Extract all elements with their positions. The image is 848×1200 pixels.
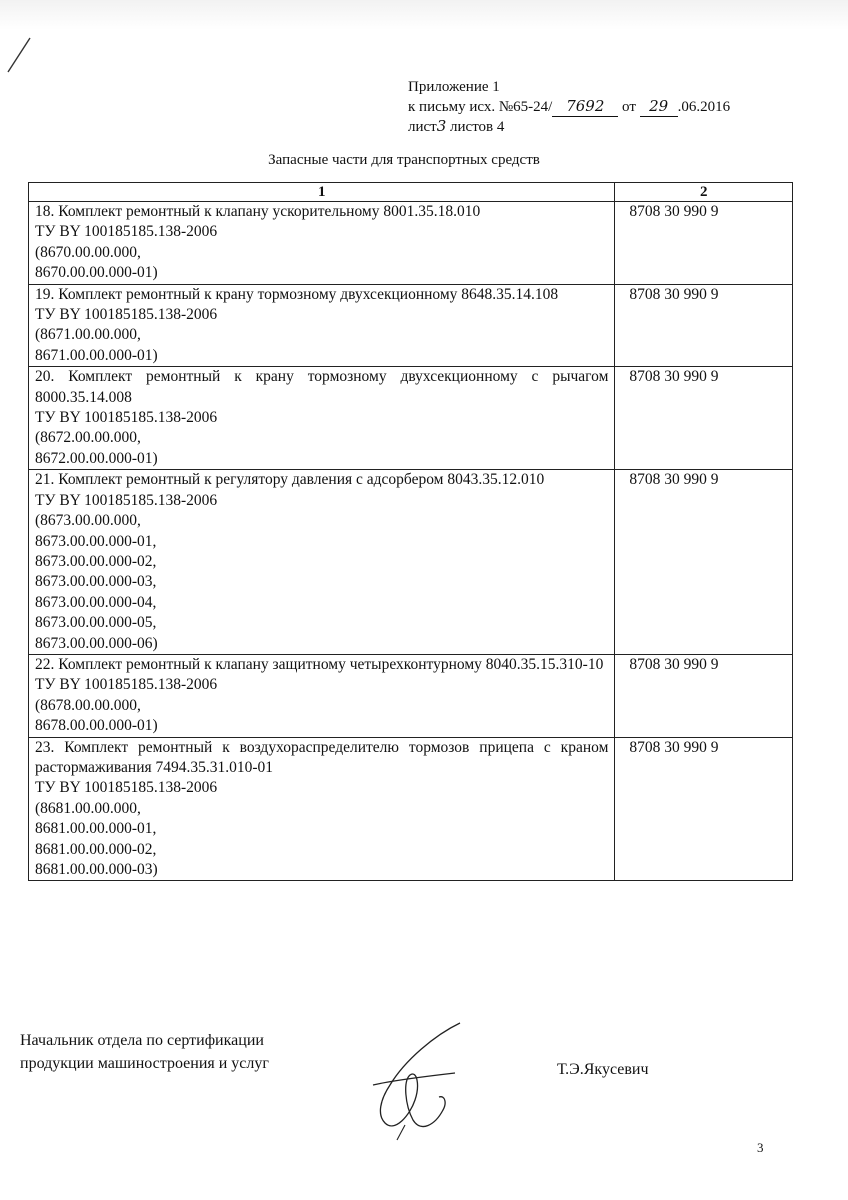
letter-reference: к письму исх. №65-24/ 7692 от 29 .06.2016	[408, 97, 731, 115]
tn-ved-code: 8708 30 990 9	[615, 367, 793, 470]
position-line-2: продукции машиностроения и услуг	[20, 1055, 269, 1072]
part-description	[29, 470, 615, 655]
description-line: ТУ BY 100185185.138-2006	[35, 491, 218, 509]
description-line: 8681.00.00.000-01,	[35, 820, 157, 838]
description-line: 22. Комплект ремонтный к клапану защитному четырехконтурному 8040.35.15.310-10	[35, 655, 604, 673]
tn-ved-code: 8708 30 990 9	[615, 470, 793, 655]
document-title: Запасные части для транспортных средств	[268, 152, 540, 168]
table-row	[29, 737, 793, 881]
handwritten-signature-icon	[365, 1015, 475, 1145]
description-line: (8672.00.00.000,	[35, 429, 141, 447]
description-line: ТУ BY 100185185.138-2006	[35, 223, 218, 241]
table-row	[29, 284, 793, 367]
sheet-number-handwritten: 3	[436, 117, 447, 135]
tn-ved-code: 8708 30 990 9	[615, 654, 793, 737]
description-line: 8671.00.00.000-01)	[35, 346, 158, 364]
table-header-row	[29, 183, 793, 202]
scan-top-shadow	[0, 0, 848, 30]
letter-number-handwritten: 7692	[552, 97, 618, 117]
description-line: 8673.00.00.000-05,	[35, 614, 157, 632]
description-line: 8673.00.00.000-02,	[35, 552, 157, 570]
tn-ved-code: 8708 30 990 9	[615, 284, 793, 367]
parts-table	[28, 182, 793, 881]
position-line-1: Начальник отдела по сертификации	[20, 1032, 264, 1049]
description-line: (8681.00.00.000,	[35, 799, 141, 817]
column-header-1: 1	[29, 183, 615, 202]
table-row	[29, 202, 793, 285]
description-line: 18. Комплект ремонтный к клапану ускорительному 8001.35.18.010	[35, 203, 481, 220]
table-row	[29, 654, 793, 737]
description-line: 8673.00.00.000-01,	[35, 532, 157, 550]
table-row	[29, 470, 793, 655]
description-line: ТУ BY 100185185.138-2006	[35, 676, 218, 694]
description-line: 8673.00.00.000-06)	[35, 634, 158, 652]
description-line: 8673.00.00.000-03,	[35, 573, 157, 591]
description-line: 8678.00.00.000-01)	[35, 717, 158, 735]
description-line: (8673.00.00.000,	[35, 512, 141, 530]
table-row	[29, 367, 793, 470]
description-line: 8670.00.00.000-01)	[35, 264, 158, 282]
pen-mark-icon	[0, 30, 40, 80]
tn-ved-code: 8708 30 990 9	[615, 202, 793, 285]
appendix-title: Приложение 1	[408, 79, 500, 95]
part-description	[29, 367, 615, 470]
description-line: 21. Комплект ремонтный к регулятору давления с адсорбером 8043.35.12.010	[35, 471, 545, 489]
sheet-count: лист3 листов 4	[408, 117, 505, 135]
description-line: 8681.00.00.000-02,	[35, 840, 157, 858]
description-line: 20. Комплект ремонтный к крану тормозному двухсекционному с рычагом 8000.35.14.008	[35, 368, 609, 406]
page-number: 3	[757, 1140, 764, 1155]
appendix-header	[408, 78, 730, 137]
description-line: 8673.00.00.000-04,	[35, 593, 157, 611]
description-line: 23. Комплект ремонтный к воздухораспределителю тормозов прицепа с краном растормаживания 7494.35.31.010-01	[35, 738, 609, 776]
description-line: 8672.00.00.000-01)	[35, 449, 158, 467]
description-line: ТУ BY 100185185.138-2006	[35, 409, 218, 427]
part-description	[29, 202, 615, 285]
description-line: (8670.00.00.000,	[35, 243, 141, 261]
description-line: ТУ BY 100185185.138-2006	[35, 306, 218, 324]
part-description	[29, 284, 615, 367]
part-description	[29, 654, 615, 737]
tn-ved-code: 8708 30 990 9	[615, 737, 793, 881]
signer-name: Т.Э.Якусевич	[557, 1061, 649, 1078]
signature-block	[20, 1029, 269, 1075]
description-line: 19. Комплект ремонтный к крану тормозному двухсекционному 8648.35.14.108	[35, 285, 559, 303]
letter-day-handwritten: 29	[640, 97, 678, 117]
description-line: (8678.00.00.000,	[35, 696, 141, 714]
description-line: (8671.00.00.000,	[35, 326, 141, 344]
table-body	[29, 202, 793, 881]
description-line: 8681.00.00.000-03)	[35, 861, 158, 878]
part-description	[29, 737, 615, 881]
column-header-2: 2	[615, 183, 793, 202]
description-line: ТУ BY 100185185.138-2006	[35, 779, 218, 797]
